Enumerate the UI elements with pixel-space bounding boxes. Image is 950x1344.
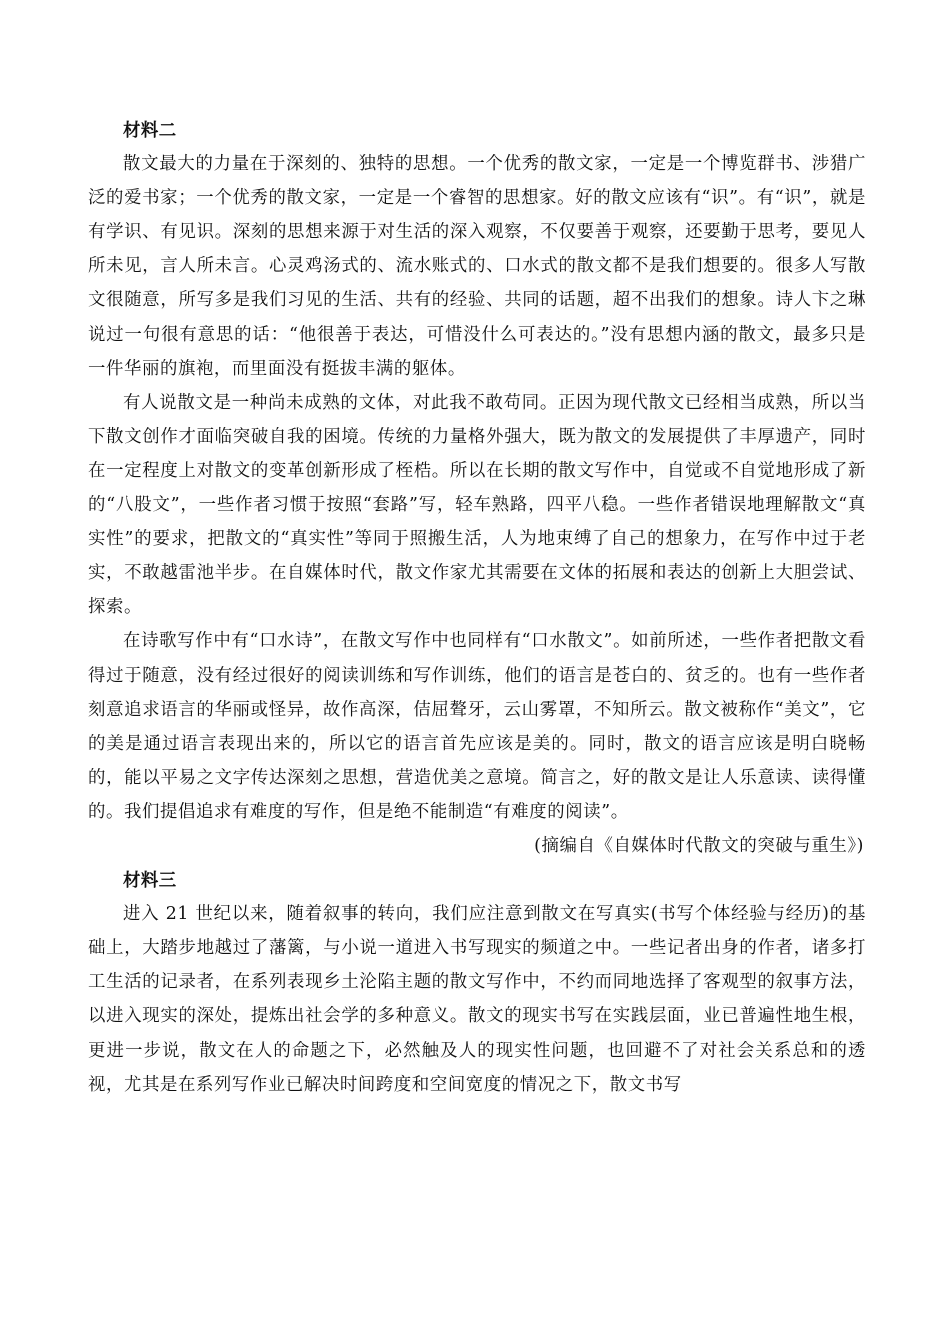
source-citation: (摘编自《自媒体时代散文的突破与重生》) [534, 835, 864, 856]
paragraph-material-3-1: 进入 21 世纪以来，随着叙事的转向，我们应注意到散文在写真实(书写个体经验与经历)的基础上，大踏步地越过了藩篱，与小说一道进入书写现实的频道之中。一些记者出身的作者，诸多打工生活的记录者，在系列表现乡土沦陷主题的散文写作中，不约而同地选择了客观型的叙事方法，以进入现实的深处，提炼出社会学的多种意义。散文的现实书写在实践层面，业已普遍性地生根，更进一步说，散文在人的命题之下，必然触及人的现实性问题，也回避不了对社会关系总和的透视，尤其是在系列写作业已解决时间跨度和空间宽度的情况之下，散文书写 [88, 904, 866, 1095]
section-heading-material-3: 材料三 [123, 870, 177, 891]
section-heading-material-2: 材料二 [123, 120, 177, 140]
document-page [88, 113, 866, 1102]
paragraph-material-2-1: 散文最大的力量在于深刻的、独特的思想。一个优秀的散文家，一定是一个博览群书、涉猎广泛的爱书家；一个优秀的散文家，一定是一个睿智的思想家。好的散文应该有“识”。有“识”，就是有学识、有见识。深刻的思想来源于对生活的深入观察，不仅要善于观察，还要勤于思考，要见人所未见，言人所未言。心灵鸡汤式的、流水账式的、口水式的散文都不是我们想要的。很多人写散文很随意，所写多是我们习见的生活、共有的经验、共同的话题，超不出我们的想象。诗人卞之琳说过一句很有意思的话：“他很善于表达，可惜没什么可表达的。”没有思想内涵的散文，最多只是一件华丽的旗袍，而里面没有挺拔丰满的躯体。 [88, 154, 866, 379]
paragraph-material-2-3: 在诗歌写作中有“口水诗”，在散文写作中也同样有“口水散文”。如前所述，一些作者把散文看得过于随意，没有经过很好的阅读训练和写作训练，他们的语言是苍白的、贫乏的。也有一些作者刻意追求语言的华丽或怪异，故作高深，佶屈聱牙，云山雾罩，不知所云。散文被称作“美文”，它的美是通过语言表现出来的，所以它的语言首先应该是美的。同时，散文的语言应该是明白晓畅的，能以平易之文字传达深刻之思想，营造优美之意境。简言之，好的散文是让人乐意读、读得懂的。我们提倡追求有难度的写作，但是绝不能制造“有难度的阅读”。 [88, 631, 866, 822]
paragraph-material-2-2: 有人说散文是一种尚未成熟的文体，对此我不敢苟同。正因为现代散文已经相当成熟，所以当下散文创作才面临突破自我的困境。传统的力量格外强大，既为散文的发展提供了丰厚遗产，同时在一定程度上对散文的变革创新形成了桎梏。所以在长期的散文写作中，自觉或不自觉地形成了新的“八股文”，一些作者习惯于按照“套路”写，轻车熟路，四平八稳。一些作者错误地理解散文“真实性”的要求，把散文的“真实性”等同于照搬生活，人为地束缚了自己的想象力，在写作中过于老实，不敢越雷池半步。在自媒体时代，散文作家尤其需要在文体的拓展和表达的创新上大胆尝试、探索。 [88, 392, 866, 618]
